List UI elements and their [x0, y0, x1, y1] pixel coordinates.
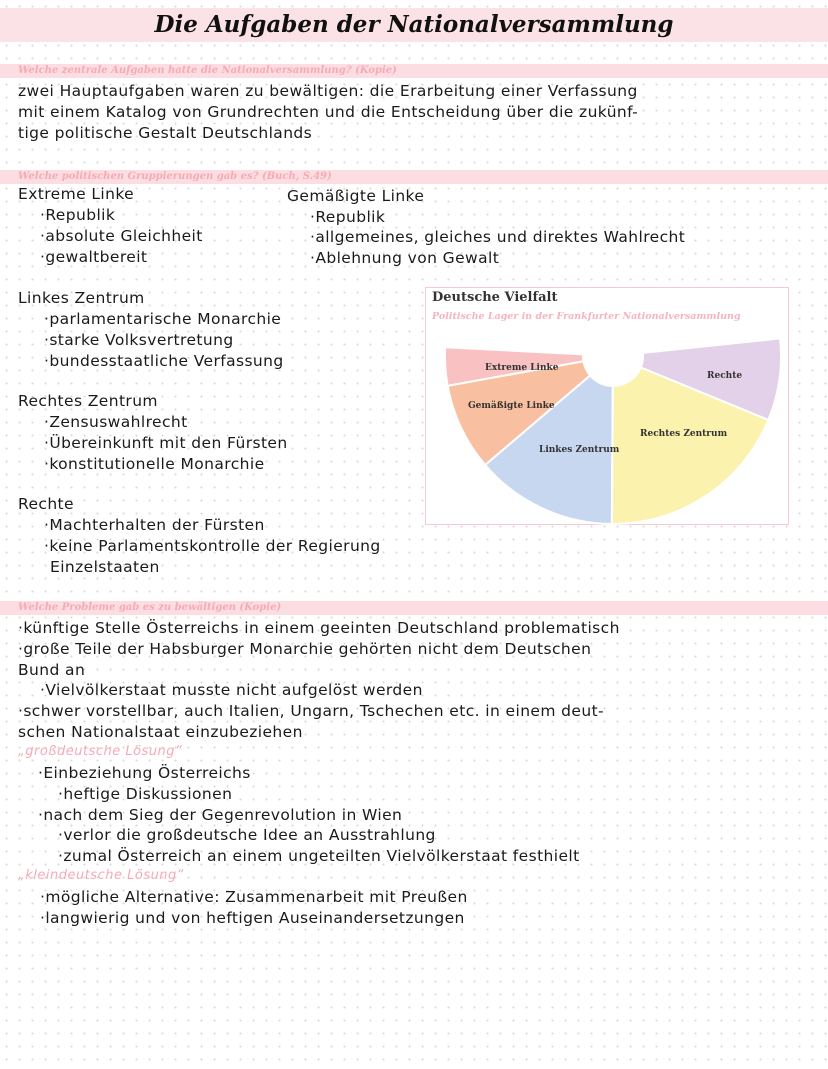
group-item: ·Machterhalten der Fürsten — [44, 516, 265, 534]
chart-slice-label: Extreme Linke — [485, 363, 559, 373]
group-item: ·Ablehnung von Gewalt — [310, 249, 500, 267]
group-item: ·Republik — [40, 206, 116, 224]
grossdeutsch-line: ·heftige Diskussionen — [58, 785, 233, 803]
chart-deutsche-vielfalt — [425, 287, 789, 525]
group-item: ·keine Parlamentskontrolle der Regierung — [44, 537, 381, 555]
problem-line: ·Vielvölkerstaat musste nicht aufgelöst werden — [40, 681, 423, 699]
chart-slice-label: Rechtes Zentrum — [640, 429, 728, 439]
group-item: ·konstitutionelle Monarchie — [44, 455, 265, 473]
problem-line: ·schwer vorstellbar, auch Italien, Ungarn, Tschechen etc. in einem deut- — [18, 702, 605, 720]
page-title: Die Aufgaben der Nationalversammlung — [154, 11, 674, 38]
group-item: ·parlamentarische Monarchie — [44, 310, 282, 328]
chart-slice-label: Linkes Zentrum — [539, 445, 620, 455]
question-1: Welche zentrale Aufgaben hatte die Nationalversammlung? (Kopie) — [18, 65, 397, 76]
chart-slice-label: Gemäßigte Linke — [468, 401, 555, 411]
group-item: ·absolute Gleichheit — [40, 227, 203, 245]
group-heading-rechte: Rechte — [18, 495, 74, 513]
kleindeutsch-line: ·mögliche Alternative: Zusammenarbeit mit Preußen — [40, 888, 468, 906]
group-item: ·allgemeines, gleiches und direktes Wahlrecht — [310, 228, 686, 246]
problem-line: ·künftige Stelle Österreichs in einem geeinten Deutschland problematisch — [18, 619, 620, 637]
problem-line: Bund an — [18, 661, 86, 679]
grossdeutsch-line: ·nach dem Sieg der Gegenrevolution in Wien — [38, 806, 403, 824]
group-item: ·starke Volksvertretung — [44, 331, 234, 349]
group-item: Einzelstaaten — [50, 558, 160, 576]
chart-slice-label: Rechte — [707, 371, 743, 381]
kleindeutsch-line: ·langwierig und von heftigen Auseinandersetzungen — [40, 909, 465, 927]
group-heading-rechtes-zentrum: Rechtes Zentrum — [18, 392, 158, 410]
problem-line: ·große Teile der Habsburger Monarchie gehörten nicht dem Deutschen — [18, 640, 592, 658]
heading-kleindeutsche-loesung: „kleindeutsche Lösung“ — [18, 868, 185, 883]
chart-title: Deutsche Vielfalt — [432, 290, 558, 305]
answer-1-line: mit einem Katalog von Grundrechten und die Entscheidung über die zukünf- — [18, 103, 639, 121]
grossdeutsch-line: ·zumal Österreich an einem ungeteilten Vielvölkerstaat festhielt — [58, 847, 580, 865]
group-item: ·Republik — [310, 208, 386, 226]
problem-line: schen Nationalstaat einzubeziehen — [18, 723, 303, 741]
group-item: ·gewaltbereit — [40, 248, 148, 266]
question-2: Welche politischen Gruppierungen gab es? (Buch, S.49) — [18, 171, 332, 182]
answer-1-line: zwei Hauptaufgaben waren zu bewältigen: die Erarbeitung einer Verfassung — [18, 82, 638, 100]
group-heading-linkes-zentrum: Linkes Zentrum — [18, 289, 145, 307]
group-heading-gemaessigte-linke: Gemäßigte Linke — [287, 187, 425, 205]
chart-svg — [426, 288, 790, 526]
chart-subtitle: Politische Lager in der Frankfurter Nationalversammlung — [432, 311, 741, 322]
group-heading-extreme-linke: Extreme Linke — [18, 185, 135, 203]
group-item: ·Zensuswahlrecht — [44, 413, 188, 431]
grossdeutsch-line: ·verlor die großdeutsche Idee an Ausstrahlung — [58, 826, 436, 844]
group-item: ·Übereinkunft mit den Fürsten — [44, 434, 288, 452]
question-3: Welche Probleme gab es zu bewältigen (Kopie) — [18, 602, 282, 613]
grossdeutsch-line: ·Einbeziehung Österreichs — [38, 764, 251, 782]
group-item: ·bundesstaatliche Verfassung — [44, 352, 284, 370]
heading-grossdeutsche-loesung: „großdeutsche Lösung“ — [18, 744, 183, 759]
answer-1-line: tige politische Gestalt Deutschlands — [18, 124, 313, 142]
